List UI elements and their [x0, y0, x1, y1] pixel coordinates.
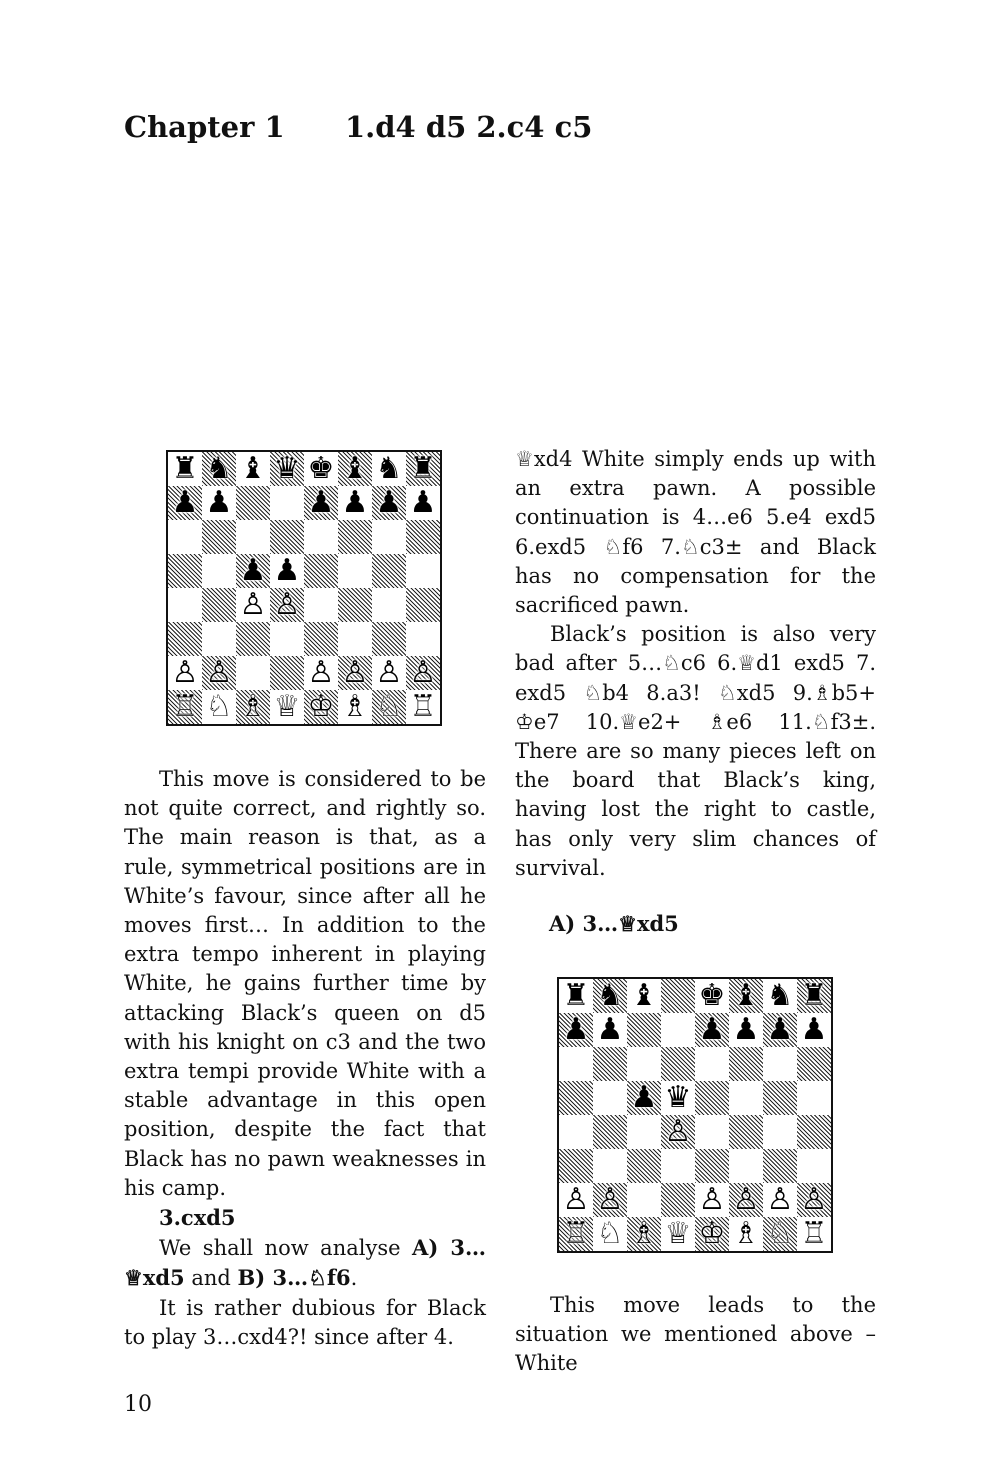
chess-piece-icon: ♟ [375, 485, 403, 520]
board-square [797, 1217, 831, 1251]
board-square [236, 622, 270, 656]
board-square [372, 656, 406, 690]
paragraph-continuation: ♕xd4 White simply ends up with an extra pawn. A possible continuation is 4…e6 5.e4 exd5 6.exd5 ♘f6 7.♘c3± and Black has no compensation for the sacrificed pawn. [515, 447, 876, 618]
chapter-heading [124, 110, 593, 144]
board-square [338, 588, 372, 622]
board-square [168, 554, 202, 588]
board-square [202, 690, 236, 724]
paragraph-situation: This move leads to the situation we mentioned above – White [515, 1293, 876, 1376]
board-square [236, 690, 270, 724]
variation-a-heading: A) 3…♕xd5 [549, 911, 679, 936]
board-square [372, 588, 406, 622]
chess-piece-icon: ♟ [341, 485, 369, 520]
paragraph-intro: This move is considered to be not quite correct, and rightly so. The main reason is that, as a rule, symmetrical positions are in White’s favour, since after all he moves first… In addition to the extra tempo inherent in playing White, he gains further time by attacking Black’s queen on d5 with his knight on c3 and the two extra tempi provide White with a stable advantage in this open position, despite the fact that Black has no pawn weaknesses in his camp. [124, 767, 486, 1200]
variation-a-ref: A) 3…♕xd5 [124, 1235, 487, 1291]
chess-piece-icon: ♙ [307, 655, 335, 690]
board-square [270, 486, 304, 520]
board-square [627, 1081, 661, 1115]
chess-piece-icon: ♕ [273, 689, 301, 724]
board-square [627, 1115, 661, 1149]
chess-piece-icon: ♟ [273, 553, 301, 588]
board-square [729, 1115, 763, 1149]
chess-piece-icon: ♟ [800, 1012, 828, 1047]
chess-piece-icon: ♙ [273, 587, 301, 622]
board-square [763, 1115, 797, 1149]
board-square [338, 656, 372, 690]
board-square [661, 979, 695, 1013]
board-square [593, 1149, 627, 1183]
board-square [593, 1217, 627, 1251]
chapter-label: Chapter 1 [124, 110, 285, 144]
chess-piece-icon: ♟ [409, 485, 437, 520]
board-square [593, 1115, 627, 1149]
right-column-text-bottom [515, 1291, 876, 1379]
chess-piece-icon: ♖ [409, 689, 437, 724]
chess-piece-icon: ♔ [307, 689, 335, 724]
chess-piece-icon: ♞ [766, 978, 794, 1013]
chess-piece-icon: ♖ [171, 689, 199, 724]
chess-piece-icon: ♙ [562, 1182, 590, 1217]
board-square [763, 1081, 797, 1115]
chess-piece-icon: ♜ [562, 978, 590, 1013]
board-square [661, 1013, 695, 1047]
chess-piece-icon: ♞ [375, 451, 403, 486]
board-square [236, 554, 270, 588]
board-square [270, 520, 304, 554]
chess-piece-icon: ♙ [409, 655, 437, 690]
chess-piece-icon: ♙ [239, 587, 267, 622]
chess-piece-icon: ♝ [239, 451, 267, 486]
board-square [729, 1013, 763, 1047]
chess-piece-icon: ♛ [273, 451, 301, 486]
board-square [406, 588, 440, 622]
board-square [763, 1183, 797, 1217]
chess-piece-icon: ♝ [341, 451, 369, 486]
board-square [372, 452, 406, 486]
board-square [559, 1047, 593, 1081]
chapter-moves: 1.d4 d5 2.c4 c5 [345, 110, 593, 144]
board-square [338, 554, 372, 588]
board-square [406, 690, 440, 724]
board-square [202, 486, 236, 520]
board-square [627, 1217, 661, 1251]
board-square [338, 486, 372, 520]
board-square [338, 520, 372, 554]
board-square [338, 622, 372, 656]
chess-piece-icon: ♘ [205, 689, 233, 724]
board-square [661, 1217, 695, 1251]
chess-piece-icon: ♙ [766, 1182, 794, 1217]
board-square [168, 690, 202, 724]
board-square [593, 979, 627, 1013]
right-column-text-top [515, 445, 876, 883]
chess-piece-icon: ♘ [766, 1216, 794, 1251]
board-square [797, 1115, 831, 1149]
board-square [168, 588, 202, 622]
board-square [763, 1013, 797, 1047]
board-square [304, 588, 338, 622]
board-square [236, 452, 270, 486]
chess-piece-icon: ♞ [205, 451, 233, 486]
chess-piece-icon: ♙ [800, 1182, 828, 1217]
board-square [236, 520, 270, 554]
chess-piece-icon: ♞ [596, 978, 624, 1013]
board-square [763, 1047, 797, 1081]
chess-piece-icon: ♚ [307, 451, 335, 486]
paragraph-black-position: Black’s position is also very bad after 5…♘c6 6.♕d1 exd5 7. exd5 ♘b4 8.a3! ♘xd5 9.♗b5+ ♔e7 10.♕e2+ ♗e6 11.♘f3±. There are so many pieces left on the board that Black’s king, having lost the right to castle, has only very slim chances of survival. [515, 622, 876, 880]
board-square [559, 1115, 593, 1149]
board-square [763, 1217, 797, 1251]
board-square [559, 1183, 593, 1217]
board-square [661, 1183, 695, 1217]
board-square [304, 622, 338, 656]
board-square [202, 520, 236, 554]
chess-piece-icon: ♟ [698, 1012, 726, 1047]
board-square [593, 1047, 627, 1081]
board-square [763, 979, 797, 1013]
chess-piece-icon: ♙ [375, 655, 403, 690]
board-square [372, 486, 406, 520]
board-square [695, 1217, 729, 1251]
chess-piece-icon: ♟ [171, 485, 199, 520]
chess-piece-icon: ♙ [664, 1114, 692, 1149]
board-square [729, 1149, 763, 1183]
board-square [202, 656, 236, 690]
board-square [797, 1013, 831, 1047]
board-square [695, 1047, 729, 1081]
chess-piece-icon: ♝ [630, 978, 658, 1013]
board-square [202, 622, 236, 656]
paragraph-cxd4: It is rather dubious for Black to play 3…cxd4?! since after 4. [124, 1295, 486, 1349]
board-square [695, 1149, 729, 1183]
chess-piece-icon: ♘ [375, 689, 403, 724]
board-square [202, 588, 236, 622]
board-square [627, 1183, 661, 1217]
board-square [661, 1115, 695, 1149]
chess-piece-icon: ♜ [171, 451, 199, 486]
board-square [593, 1183, 627, 1217]
chess-piece-icon: ♙ [171, 655, 199, 690]
board-square [559, 1149, 593, 1183]
board-square [593, 1081, 627, 1115]
chess-piece-icon: ♟ [596, 1012, 624, 1047]
board-square [372, 690, 406, 724]
board-square [202, 554, 236, 588]
variation-b-ref: B) 3…♘f6 [237, 1265, 351, 1291]
chess-piece-icon: ♟ [630, 1080, 658, 1115]
board-square [695, 1183, 729, 1217]
board-square [304, 486, 338, 520]
board-square [236, 656, 270, 690]
board-square [304, 656, 338, 690]
chess-piece-icon: ♗ [732, 1216, 760, 1251]
board-square [729, 1081, 763, 1115]
board-square [627, 1013, 661, 1047]
board-square [797, 979, 831, 1013]
board-square [168, 622, 202, 656]
board-square [627, 1149, 661, 1183]
board-square [270, 656, 304, 690]
chess-piece-icon: ♗ [630, 1216, 658, 1251]
board-square [559, 1013, 593, 1047]
board-square [372, 554, 406, 588]
board-square [270, 452, 304, 486]
board-square [270, 554, 304, 588]
board-square [559, 1217, 593, 1251]
board-square [695, 1013, 729, 1047]
chess-piece-icon: ♙ [732, 1182, 760, 1217]
board-square [797, 1081, 831, 1115]
chess-piece-icon: ♘ [596, 1216, 624, 1251]
board-square [202, 452, 236, 486]
board-square [168, 520, 202, 554]
board-square [661, 1047, 695, 1081]
board-square [338, 452, 372, 486]
chess-piece-icon: ♟ [307, 485, 335, 520]
board-square [729, 1183, 763, 1217]
board-square [559, 979, 593, 1013]
board-square [797, 1183, 831, 1217]
board-square [168, 452, 202, 486]
chess-piece-icon: ♔ [698, 1216, 726, 1251]
chess-piece-icon: ♙ [596, 1182, 624, 1217]
board-square [236, 486, 270, 520]
board-square [168, 486, 202, 520]
board-square [270, 622, 304, 656]
board-square [627, 979, 661, 1013]
page-number: 10 [124, 1392, 152, 1417]
board-square [372, 520, 406, 554]
chess-diagram-2 [557, 977, 833, 1253]
board-square [559, 1081, 593, 1115]
chess-piece-icon: ♗ [341, 689, 369, 724]
paragraph-analysis-plan: We shall now analyse A) 3…♕xd5 and B) 3…♘f6. [124, 1235, 487, 1291]
board-square [695, 979, 729, 1013]
chess-piece-icon: ♙ [698, 1182, 726, 1217]
board-square [406, 622, 440, 656]
board-square [729, 1047, 763, 1081]
board-square [304, 452, 338, 486]
board-square [593, 1013, 627, 1047]
board-square [338, 690, 372, 724]
board-square [406, 656, 440, 690]
chess-piece-icon: ♟ [732, 1012, 760, 1047]
board-square [797, 1149, 831, 1183]
chess-piece-icon: ♟ [766, 1012, 794, 1047]
board-square [406, 554, 440, 588]
left-column-text [124, 765, 486, 1352]
board-square [661, 1149, 695, 1183]
chess-piece-icon: ♝ [732, 978, 760, 1013]
board-square [729, 979, 763, 1013]
chess-piece-icon: ♙ [205, 655, 233, 690]
board-square [168, 656, 202, 690]
chess-piece-icon: ♚ [698, 978, 726, 1013]
chess-piece-icon: ♕ [664, 1216, 692, 1251]
chess-piece-icon: ♜ [800, 978, 828, 1013]
board-square [406, 486, 440, 520]
board-square [695, 1081, 729, 1115]
board-square [236, 588, 270, 622]
chess-piece-icon: ♟ [205, 485, 233, 520]
board-square [661, 1081, 695, 1115]
chess-piece-icon: ♖ [800, 1216, 828, 1251]
board-square [270, 588, 304, 622]
chess-diagram-1 [166, 450, 442, 726]
chess-piece-icon: ♗ [239, 689, 267, 724]
board-square [763, 1149, 797, 1183]
board-square [729, 1217, 763, 1251]
chess-piece-icon: ♖ [562, 1216, 590, 1251]
chess-piece-icon: ♛ [664, 1080, 692, 1115]
board-square [270, 690, 304, 724]
board-square [406, 520, 440, 554]
board-square [304, 554, 338, 588]
board-square [406, 452, 440, 486]
move-label: 3.cxd5 [159, 1205, 236, 1231]
chess-piece-icon: ♙ [341, 655, 369, 690]
board-square [695, 1115, 729, 1149]
board-square [372, 622, 406, 656]
board-square [304, 690, 338, 724]
chess-piece-icon: ♟ [239, 553, 267, 588]
chess-piece-icon: ♟ [562, 1012, 590, 1047]
board-square [304, 520, 338, 554]
board-square [797, 1047, 831, 1081]
board-square [627, 1047, 661, 1081]
chess-piece-icon: ♜ [409, 451, 437, 486]
